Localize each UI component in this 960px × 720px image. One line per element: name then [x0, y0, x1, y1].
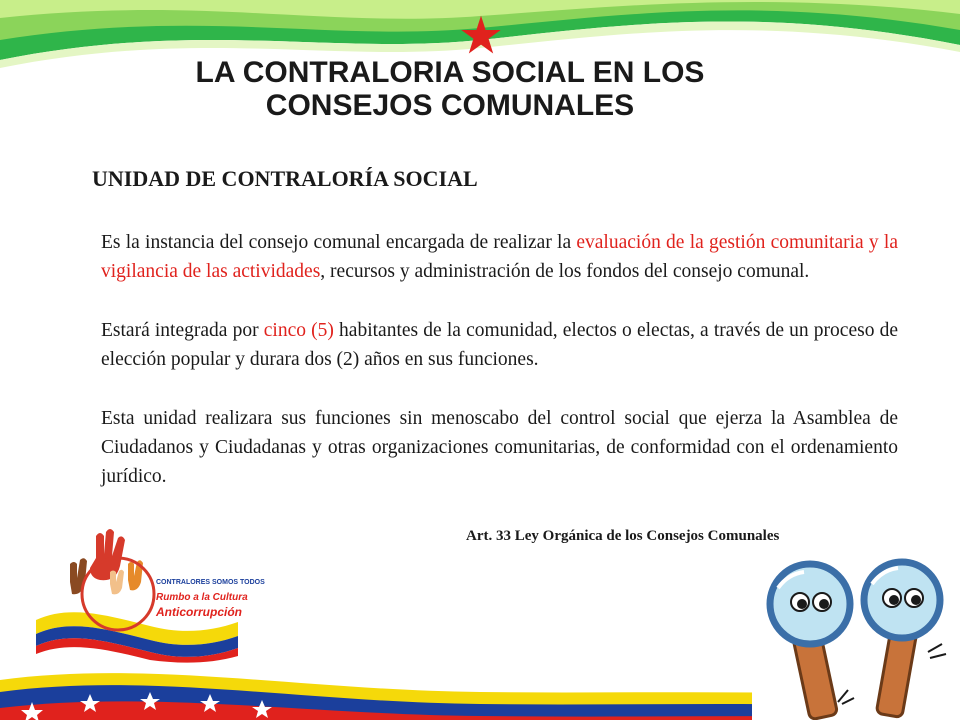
p2-text-start: Estará integrada por	[101, 320, 264, 341]
paragraph-3: Esta unidad realizara sus funciones sin menoscabo del control social que ejerza la Asamblea de Ciudadanos y Ciudadanas y otras organizaciones comunitarias, de conformidad con el ordenamiento jurídico.	[101, 408, 898, 487]
magnifying-glass-characters-icon	[752, 552, 960, 720]
logo-line-3: Anticorrupción	[156, 605, 242, 619]
paragraph-1	[101, 228, 898, 286]
p1-text-start: Es la instancia del consejo comunal encargada de realizar la	[101, 232, 577, 253]
body-text	[101, 228, 898, 521]
red-star-icon	[460, 14, 502, 56]
section-subtitle: UNIDAD DE CONTRALORÍA SOCIAL	[92, 166, 478, 191]
anticorruption-logo	[30, 524, 265, 660]
logo-line-2: Rumbo a la Cultura	[156, 592, 248, 603]
paragraph-2	[101, 316, 898, 374]
logo-line-1: CONTRALORES SOMOS TODOS	[156, 579, 265, 586]
law-citation: Art. 33 Ley Orgánica de los Consejos Comunales	[466, 528, 780, 544]
p2-highlight: cinco (5)	[263, 320, 334, 341]
p2-text-end: habitantes de la comunidad, electos o electas, a través de un proceso de elección popular y durara dos (2) años en sus funciones.	[101, 320, 899, 370]
title-line-2: CONSEJOS COMUNALES	[265, 89, 635, 122]
p1-highlight: evaluación de la gestión comunitaria y la vigilancia de las actividades	[101, 232, 898, 282]
p1-text-end: , recursos y administración de los fondos del consejo comunal.	[320, 261, 810, 282]
page-title	[150, 56, 750, 122]
title-line-1: LA CONTRALORIA SOCIAL EN LOS	[195, 56, 705, 89]
